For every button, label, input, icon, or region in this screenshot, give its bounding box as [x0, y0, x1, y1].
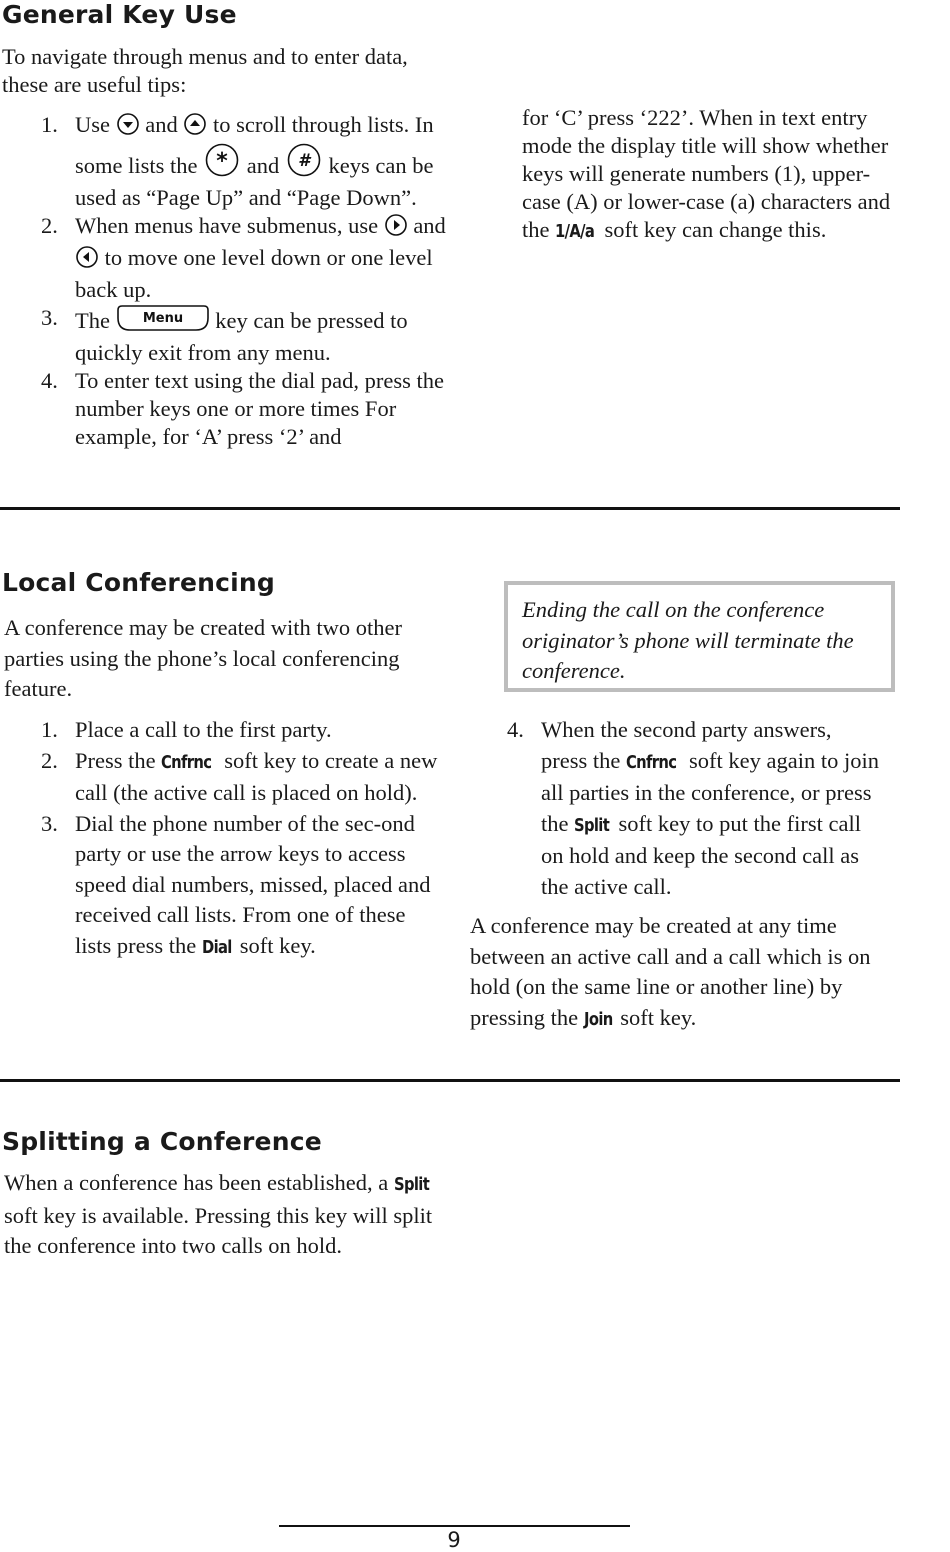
- splitting-conference-heading: Splitting a Conference: [2, 1127, 322, 1156]
- footer-rule: [279, 1525, 630, 1527]
- arrow-left-icon: [75, 245, 99, 276]
- section-divider: [0, 507, 900, 510]
- star-key-icon: [203, 143, 241, 184]
- list-item: 4. To enter text using the dial pad, press the number keys one or more times For example, for ‘A’ press ‘2’ and: [41, 368, 444, 449]
- list-item: 3. Dial the phone number of the sec-ond party or use the arrow keys to access speed dial numbers, missed, placed and received call lists. From one of these lists press the Dial soft key.: [75, 809, 440, 964]
- conference-note-box: Ending the call on the conference originator’s phone will terminate the conference.: [504, 581, 895, 692]
- splitting-conference-paragraph: When a conference has been established, a Split soft key is available. Pressing this key will split the conference into two calls on hold.: [4, 1170, 433, 1258]
- general-key-use-list: [41, 111, 455, 451]
- arrow-right-icon: [384, 213, 408, 244]
- list-item: 3. The Menu key can be pressed to quickly exit from any menu.: [41, 305, 408, 365]
- menu-key-icon: [116, 304, 210, 339]
- scroll-down-icon: [116, 112, 140, 143]
- page-number: 9: [447, 1528, 461, 1552]
- softkey-split: Split: [393, 1174, 429, 1195]
- local-conferencing-intro: A conference may be created with two other parties using the phone’s local conferencing feature.: [4, 615, 402, 701]
- general-key-use-intro: To navigate through menus and to enter data, these are useful tips:: [2, 44, 408, 97]
- svg-text:#: #: [297, 151, 310, 171]
- list-item: 4. When the second party answers, press the Cnfrnc soft key again to join all parties in the conference, or press the Split soft key to put the first call on hold and keep the second call as the active call.: [507, 717, 879, 899]
- softkey-split: Split: [574, 814, 610, 836]
- local-conferencing-join-paragraph: A conference may be created at any time between an active call and a call which is on hold (on the same line or another line) by pressing the Join soft key.: [470, 911, 895, 1035]
- general-key-use-heading: General Key Use: [2, 0, 237, 29]
- list-item: 1. Place a call to the first party.: [41, 717, 332, 742]
- list-item: 2. Press the Cnfrnc soft key to create a new call (the active call is placed on hold).: [41, 747, 438, 805]
- svg-text:*: *: [216, 149, 228, 174]
- local-conferencing-list-continued: [507, 715, 881, 902]
- softkey-dial: Dial: [201, 936, 232, 958]
- softkey-cnfrnc: Cnfrnc: [161, 751, 212, 773]
- svg-text:Menu: Menu: [142, 311, 183, 326]
- softkey-1aa: 1/A/a: [555, 221, 595, 242]
- scroll-up-icon: [183, 112, 207, 143]
- general-key-use-continued: for ‘C’ press ‘222’. When in text entry mode the display title will show whether keys will generate numbers (1), upper-case (A) or lower-case (a) characters and the 1/A/a soft key can change this.: [522, 104, 907, 246]
- section-divider: [0, 1079, 900, 1082]
- list-item: 2. When menus have submenus, use and to move one level down or one level back up.: [41, 213, 446, 302]
- hash-key-icon: [285, 143, 323, 184]
- local-conferencing-heading: Local Conferencing: [2, 568, 275, 597]
- list-item: 1. Use and to scroll through lists. In some lists the * and # keys can be used as “Page Up” and “Page Down”.: [41, 112, 434, 210]
- softkey-join: Join: [583, 1008, 613, 1030]
- softkey-cnfrnc: Cnfrnc: [625, 751, 677, 773]
- local-conferencing-list: [41, 715, 440, 963]
